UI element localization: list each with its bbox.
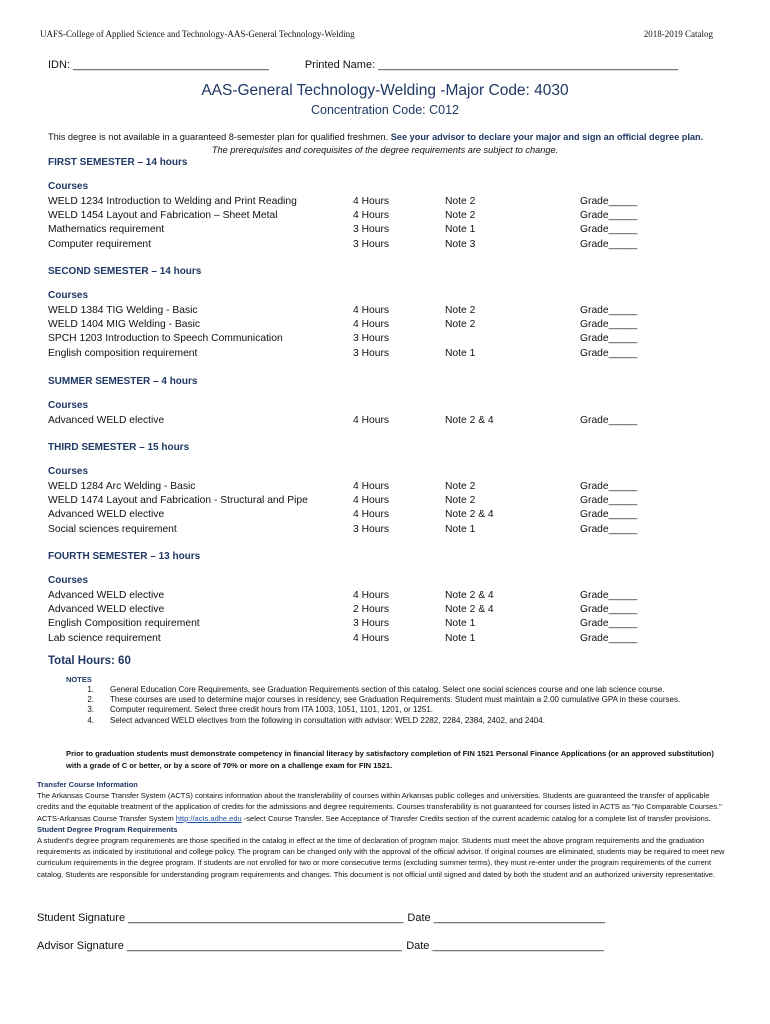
course-name: Advanced WELD elective	[48, 415, 165, 426]
course-grade-field[interactable]: Grade_____	[580, 210, 638, 222]
course-row	[48, 494, 688, 508]
header-program-path: UAFS-College of Applied Science and Technology-AAS-General Technology-Welding	[40, 29, 355, 39]
course-hours: 3 Hours	[353, 523, 390, 535]
course-grade-field[interactable]: Grade_____	[580, 333, 638, 345]
course-name: Advanced WELD elective	[48, 590, 165, 601]
course-row	[48, 332, 688, 346]
transfer-text-after: -select Course Transfer. See Acceptance of Transfer Credits section of the current academic catalog for a complete list of transfer provisions.	[241, 813, 711, 823]
course-name: WELD 1384 TIG Welding - Basic	[48, 305, 198, 316]
student-signature-field[interactable]: Student Signature _____________________________________________	[37, 912, 404, 924]
course-note: Note 1	[445, 523, 476, 535]
course-grade-field[interactable]: Grade_____	[580, 238, 638, 250]
semester-title: FIRST SEMESTER – 14 hours	[48, 157, 188, 168]
course-grade-field[interactable]: Grade_____	[580, 305, 638, 316]
course-row	[48, 347, 688, 361]
advisor-date-field[interactable]: Date ____________________________	[406, 940, 604, 952]
course-row	[48, 632, 688, 646]
course-row	[48, 480, 688, 494]
advisor-signature-field[interactable]: Advisor Signature _____________________________________________	[37, 940, 403, 952]
course-note: Note 2	[445, 319, 476, 331]
course-grade-field[interactable]: Grade_____	[580, 509, 638, 521]
course-name: SPCH 1203 Introduction to Speech Communication	[48, 333, 283, 345]
course-note: Note 2	[445, 305, 476, 316]
course-grade-field[interactable]: Grade_____	[580, 632, 638, 644]
course-name: Advanced WELD elective	[48, 604, 165, 616]
degree-program-text: A student's degree program requirements are those specified in the catalog in effect at the time of declaration of program major. Students must meet the above program requirements and the graduation requirements as indicated by institutional and college policy. The program can be changed only with the approval of the official advisor. If original courses are eliminated, students may be required to meet new curriculum requirements in the degree program. If students are not enrolled for two or more consecutive terms (excluding summer terms), they must re-enter under the program requirements of the current catalog. Students are responsible for understanding program requirements and changes. This document is not official until signed and dated by both the student and an authorized university representative.	[37, 836, 725, 879]
course-grade-field[interactable]: Grade_____	[580, 604, 638, 616]
intro-statement	[48, 132, 703, 142]
note-text: These courses are used to determine major courses in residency, see Graduation Requirements. Student must maintain a 2.00 cumulative GPA in these courses.	[110, 695, 681, 705]
course-note: Note 1	[445, 618, 476, 630]
course-name: Computer requirement	[48, 238, 152, 250]
courses-label: Courses	[48, 400, 89, 411]
course-note: Note 1	[445, 347, 476, 359]
advisor-notice: See your advisor to declare your major and sign an official degree plan.	[390, 132, 704, 142]
course-grade-field[interactable]: Grade_____	[580, 196, 638, 207]
course-note: Note 2 & 4	[445, 590, 494, 601]
course-row	[48, 304, 688, 318]
course-hours: 4 Hours	[353, 509, 390, 521]
semester-block-first	[48, 157, 688, 252]
page-title: AAS-General Technology-Welding -Major Code: 4030	[201, 82, 569, 99]
course-note: Note 2	[445, 196, 476, 207]
course-note: Note 2	[445, 495, 476, 507]
total-hours: Total Hours: 60	[48, 655, 131, 667]
course-name: WELD 1404 MIG Welding - Basic	[48, 319, 201, 331]
note-item	[82, 685, 732, 695]
course-note: Note 2 & 4	[445, 604, 494, 616]
note-text: Computer requirement. Select three credit hours from ITA 1003, 1051, 1101, 1201, or 1251.	[110, 705, 433, 715]
course-name: English Composition requirement	[48, 618, 200, 630]
course-hours: 3 Hours	[353, 333, 390, 345]
course-hours: 3 Hours	[353, 224, 390, 236]
prerequisites-notice: The prerequisites and corequisites of the degree requirements are subject to change.	[211, 145, 559, 155]
transfer-text-before: The Arkansas Course Transfer System (ACTS) contains information about the transferability of courses within Arkansas public colleges and universities. Students are guaranteed the transfer of applicable credits and the equitable treatment of the application of credits for the admissions and degree requirements. Courses transferability is not guaranteed for courses listed in ACTS as "No Comparable Courses." ACTS-Arkansas Course Transfer System	[37, 791, 722, 823]
course-hours: 4 Hours	[353, 196, 390, 207]
course-row	[48, 195, 688, 209]
semester-block-third	[48, 442, 688, 537]
note-text: Select advanced WELD electives from the following in consultation with advisor: WELD 2282, 2284, 2384, 2402, and 2404.	[110, 715, 545, 725]
course-hours: 2 Hours	[353, 604, 390, 616]
course-hours: 3 Hours	[353, 618, 390, 630]
course-note: Note 1	[445, 224, 476, 236]
course-note: Note 1	[445, 632, 476, 644]
course-hours: 4 Hours	[353, 210, 390, 222]
note-number: 3.	[87, 705, 94, 715]
course-hours: 3 Hours	[353, 238, 390, 250]
transfer-text	[37, 790, 727, 824]
acts-link[interactable]: http://acts.adhe.edu	[175, 813, 242, 823]
course-hours: 4 Hours	[353, 632, 390, 644]
advisor-signature-row	[37, 940, 604, 952]
course-grade-field[interactable]: Grade_____	[580, 618, 638, 630]
note-item	[82, 705, 732, 715]
course-name: WELD 1474 Layout and Fabrication - Structural and Pipe	[48, 495, 308, 507]
course-hours: 4 Hours	[353, 590, 390, 601]
semester-title: SUMMER SEMESTER – 4 hours	[48, 376, 198, 387]
course-note: Note 2	[445, 481, 476, 492]
course-row	[48, 223, 688, 237]
printed-name-field[interactable]: Printed Name: _________________________________________________	[304, 59, 678, 71]
note-number: 2.	[87, 695, 94, 705]
semester-block-second	[48, 266, 688, 361]
course-name: Advanced WELD elective	[48, 509, 165, 521]
course-name: WELD 1284 Arc Welding - Basic	[48, 481, 196, 492]
course-hours: 4 Hours	[353, 495, 390, 507]
course-name: WELD 1234 Introduction to Welding and Print Reading	[48, 196, 297, 207]
courses-label: Courses	[48, 290, 89, 301]
id-name-row	[48, 59, 678, 71]
note-text: General Education Core Requirements, see Graduation Requirements section of this catalog. Select one social sciences course and one lab science course.	[110, 685, 665, 694]
semester-block-summer	[48, 376, 688, 428]
semester-title: SECOND SEMESTER – 14 hours	[48, 266, 202, 277]
courses-label: Courses	[48, 575, 89, 586]
course-name: WELD 1454 Layout and Fabrication – Sheet Metal	[48, 210, 278, 222]
financial-literacy-requirement: Prior to graduation students must demonstrate competency in financial literacy by satisfactory completion of FIN 1521 Personal Finance Applications (or an approved substitution) with a grade of C or better, or by a score of 70% or more on a challenge exam for FIN 1521.	[66, 749, 714, 770]
course-hours: 4 Hours	[353, 305, 390, 316]
course-grade-field[interactable]: Grade_____	[580, 590, 638, 601]
student-date-field[interactable]: Date ____________________________	[407, 912, 606, 924]
transfer-heading: Transfer Course Information	[37, 780, 138, 789]
course-note: Note 2 & 4	[445, 509, 494, 521]
course-hours: 3 Hours	[353, 347, 390, 359]
concentration-code: Concentration Code: C012	[310, 103, 459, 117]
note-item	[82, 716, 732, 726]
course-hours: 4 Hours	[353, 319, 390, 331]
semester-title: THIRD SEMESTER – 15 hours	[48, 442, 190, 453]
course-note: Note 2	[445, 210, 476, 222]
course-row	[48, 603, 688, 617]
degree-program-heading: Student Degree Program Requirements	[37, 824, 178, 834]
transfer-information	[37, 779, 727, 880]
course-row	[48, 589, 688, 603]
semester-title: FOURTH SEMESTER – 13 hours	[48, 551, 201, 562]
course-row	[48, 414, 688, 428]
semester-block-fourth	[48, 551, 688, 646]
course-note: Note 3	[445, 238, 476, 250]
idn-field[interactable]: IDN: ________________________________	[48, 59, 269, 71]
course-name: Mathematics requirement	[48, 224, 165, 236]
course-hours: 4 Hours	[353, 481, 390, 492]
course-row	[48, 318, 688, 332]
note-number: 4.	[87, 715, 94, 725]
notes-list	[82, 685, 732, 726]
note-item	[82, 695, 732, 705]
course-grade-field[interactable]: Grade_____	[580, 347, 638, 359]
intro-plain-text: This degree is not available in a guaranteed 8-semester plan for qualified freshmen.	[48, 132, 389, 142]
course-grade-field[interactable]: Grade_____	[580, 224, 638, 236]
course-name: English composition requirement	[48, 347, 198, 359]
course-name: Lab science requirement	[48, 632, 161, 644]
course-grade-field[interactable]: Grade_____	[580, 523, 638, 535]
course-grade-field[interactable]: Grade_____	[580, 415, 638, 426]
course-row	[48, 617, 688, 631]
course-hours: 4 Hours	[353, 415, 390, 426]
notes-heading: NOTES	[66, 675, 92, 684]
course-row	[48, 209, 688, 223]
course-grade-field[interactable]: Grade_____	[580, 495, 638, 507]
course-grade-field[interactable]: Grade_____	[580, 481, 638, 492]
course-grade-field[interactable]: Grade_____	[580, 319, 638, 331]
courses-label: Courses	[48, 181, 89, 192]
courses-label: Courses	[48, 466, 89, 477]
course-row	[48, 523, 688, 537]
note-number: 1.	[87, 685, 94, 694]
header-catalog-year: 2018-2019 Catalog	[643, 29, 713, 39]
course-name: Social sciences requirement	[48, 523, 177, 535]
course-row	[48, 508, 688, 522]
student-signature-row	[37, 912, 605, 924]
course-note: Note 2 & 4	[445, 415, 494, 426]
course-row	[48, 238, 688, 252]
